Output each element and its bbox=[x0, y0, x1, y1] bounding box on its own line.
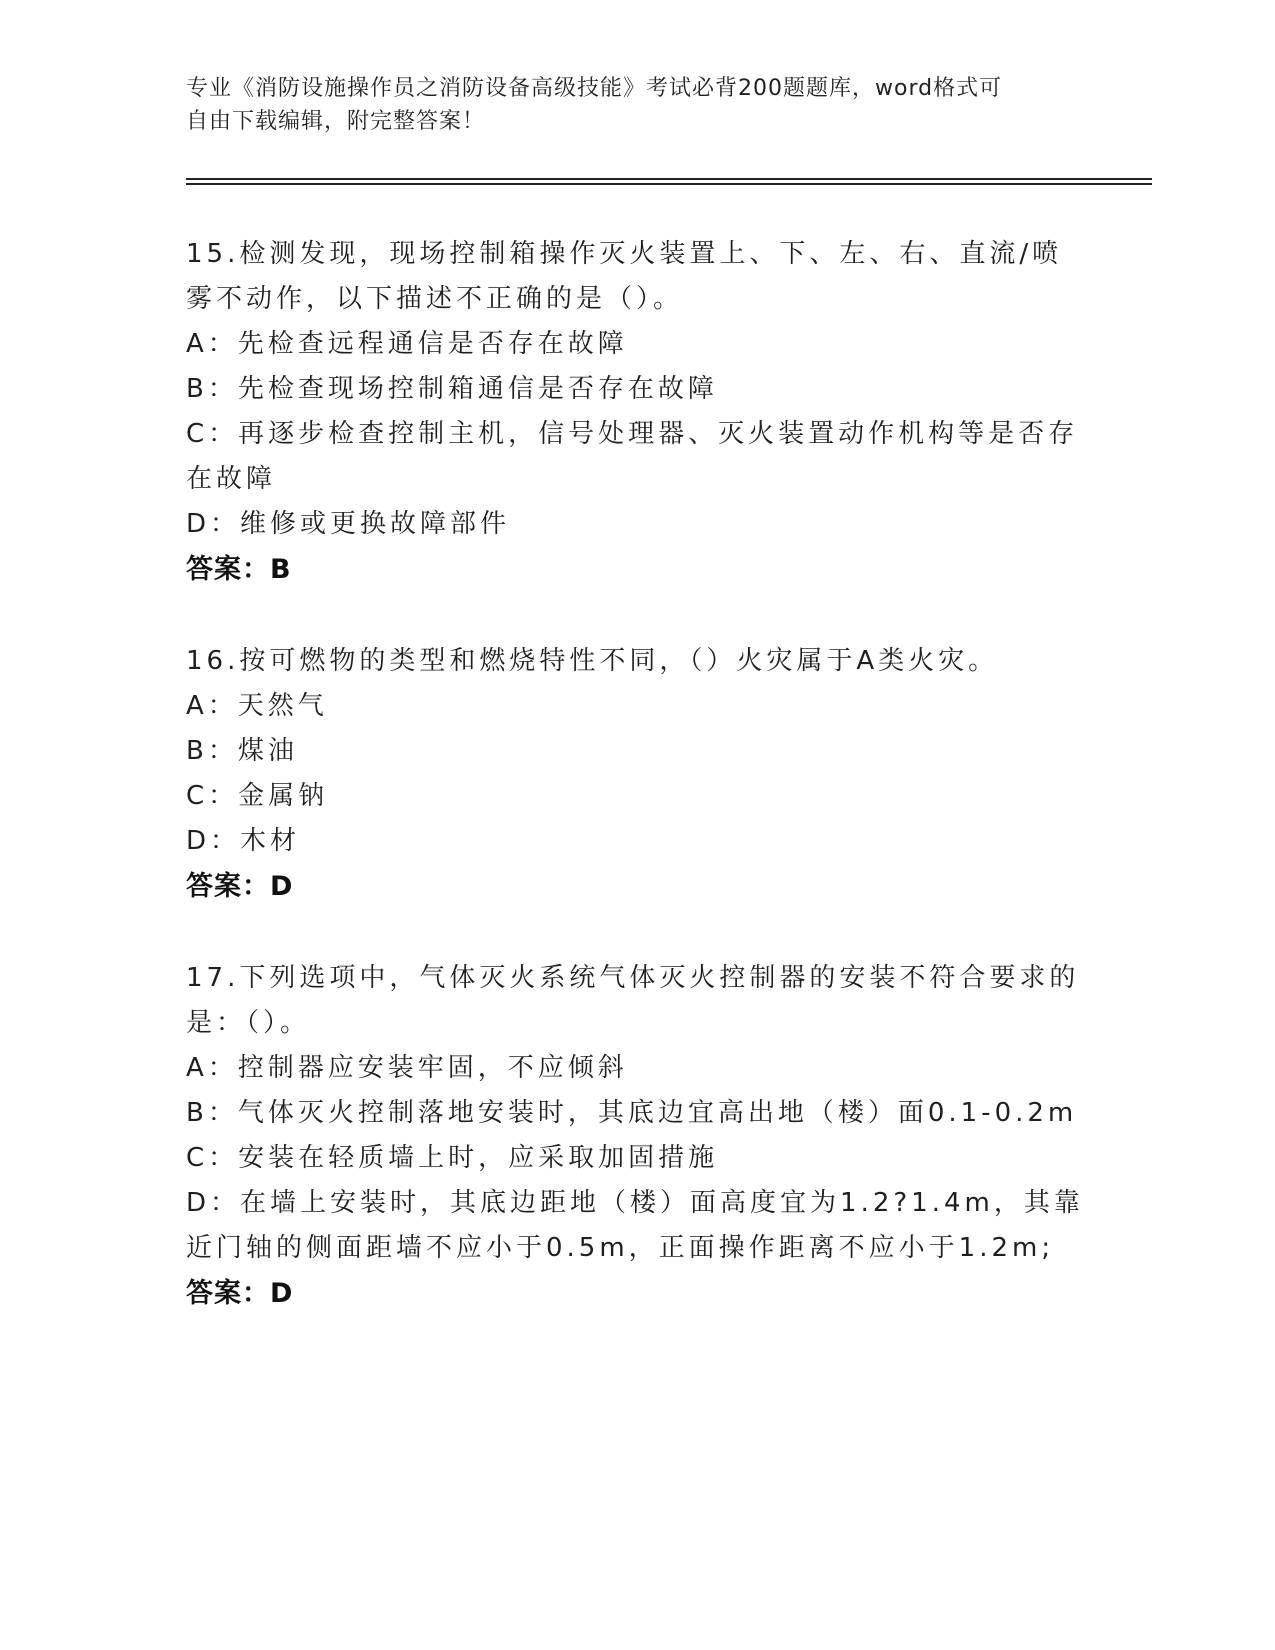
question-17 bbox=[186, 956, 1086, 1317]
question-16 bbox=[186, 639, 1086, 910]
option-b: B：先检查现场控制箱通信是否存在故障 bbox=[186, 374, 718, 404]
document-header bbox=[186, 72, 1086, 138]
option-d: D：维修或更换故障部件 bbox=[186, 509, 511, 539]
header-line-2: 自由下载编辑，附完整答案！ bbox=[186, 109, 486, 134]
answer-label: 答案：D bbox=[186, 871, 294, 902]
answer-label: 答案：B bbox=[186, 554, 292, 585]
option-d: D：木材 bbox=[186, 826, 301, 856]
option-d: D：在墙上安装时，其底边距地（楼）面高度宜为1.2?1.4m，其靠近门轴的侧面距墙不应小于0.5m，正面操作距离不应小于1.2m; bbox=[186, 1188, 1084, 1263]
option-c: C：安装在轻质墙上时，应采取加固措施 bbox=[186, 1143, 719, 1173]
question-stem: 17.下列选项中，气体灭火系统气体灭火控制器的安装不符合要求的是：（）。 bbox=[186, 963, 1080, 1038]
header-divider-top bbox=[186, 178, 1152, 180]
option-a: A：先检查远程通信是否存在故障 bbox=[186, 329, 628, 359]
option-a: A：天然气 bbox=[186, 691, 328, 721]
question-stem: 15.检测发现，现场控制箱操作灭火装置上、下、左、右、直流/喷雾不动作，以下描述不正确的是（）。 bbox=[186, 239, 1063, 314]
answer-label: 答案：D bbox=[186, 1278, 294, 1309]
question-list bbox=[186, 232, 1086, 1363]
header-divider-bottom bbox=[186, 183, 1152, 185]
question-15 bbox=[186, 232, 1086, 593]
option-c: C：再逐步检查控制主机，信号处理器、灭火装置动作机构等是否存在故障 bbox=[186, 419, 1079, 494]
option-a: A：控制器应安装牢固，不应倾斜 bbox=[186, 1053, 628, 1083]
header-line-1: 专业《消防设施操作员之消防设备高级技能》考试必背200题题库，word格式可 bbox=[186, 76, 1003, 101]
question-stem: 16.按可燃物的类型和燃烧特性不同，（）火灾属于A类火灾。 bbox=[186, 646, 999, 676]
option-b: B：气体灭火控制落地安装时，其底边宜高出地（楼）面0.1-0.2m bbox=[186, 1098, 1078, 1128]
option-b: B：煤油 bbox=[186, 736, 298, 766]
option-c: C：金属钠 bbox=[186, 781, 329, 811]
